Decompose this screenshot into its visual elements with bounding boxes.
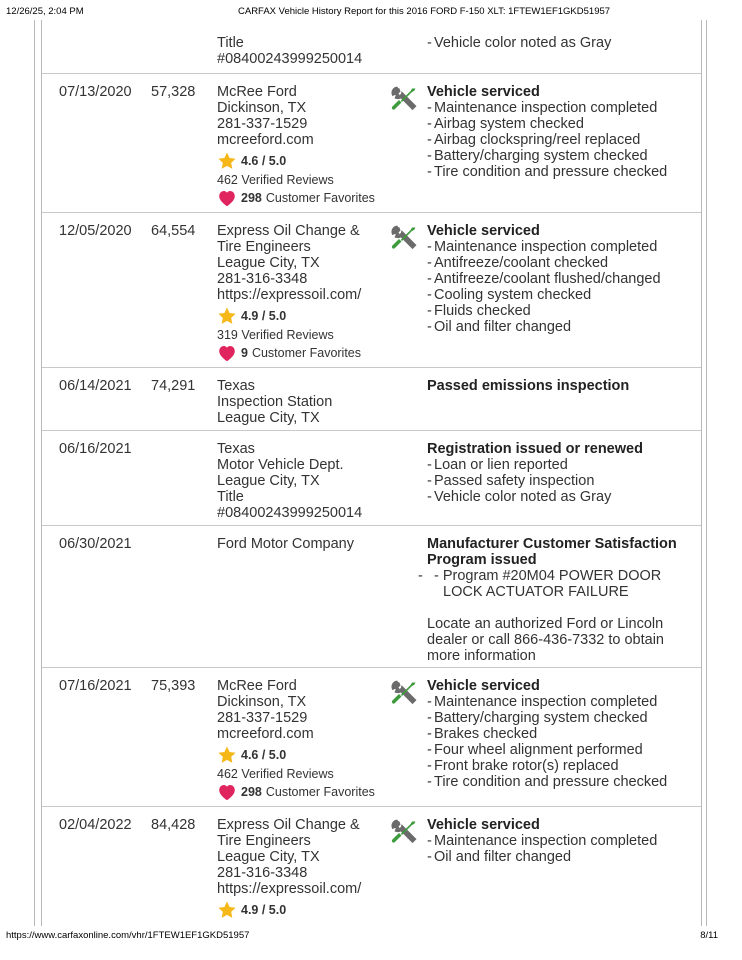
table-row (42, 526, 701, 668)
rating (217, 151, 407, 171)
source-name[interactable]: Express Oil Change & (217, 223, 360, 239)
heart-icon (217, 783, 237, 801)
source-name[interactable]: McRee Ford (217, 678, 297, 694)
heart-icon (217, 344, 237, 362)
source-cell: McRee Ford Dickinson, TX 281-337-1529 mcreeford.com 4.6 / 5.0 462 Verified Reviews 298 Customer Favorites (217, 84, 407, 207)
verified-reviews[interactable]: 319 Verified Reviews (217, 328, 334, 342)
comments-cell: Vehicle serviced - Maintenance inspection completed - Airbag system checked - Airbag clockspring/reel replaced - Battery/charging system checked - Tire condition and pressure checked (427, 84, 695, 180)
print-datetime: 12/26/25, 2:04 PM (6, 6, 84, 17)
outer-rule-right (706, 20, 707, 926)
rating (217, 306, 407, 326)
comments-cell: - Vehicle color noted as Gray (427, 35, 695, 51)
record-date: 02/04/2022 (59, 817, 132, 833)
record-date: 06/16/2021 (59, 441, 132, 457)
heart-icon (217, 189, 237, 207)
comments-cell: Vehicle serviced - Maintenance inspection completed - Battery/charging system checked - Brakes checked - Four wheel alignment performed - Front brake rotor(s) replaced - Tire condition and pressure checked (427, 678, 695, 790)
table-row (42, 431, 701, 526)
service-tools-icon (390, 818, 418, 846)
source-website[interactable]: https://expressoil.com/ (217, 287, 362, 303)
customer-favorites: 298 Customer Favorites (217, 189, 407, 207)
source-cell: Title #08400243999250014 (217, 35, 363, 67)
record-date: 07/13/2020 (59, 84, 132, 100)
table-row (42, 668, 701, 807)
table-row (42, 368, 701, 431)
source-website[interactable]: mcreeford.com (217, 132, 314, 148)
comment-heading: Vehicle serviced (427, 817, 540, 833)
rating (217, 900, 407, 920)
comment-heading: Vehicle serviced (427, 84, 540, 100)
record-odometer: 64,554 (151, 223, 196, 239)
record-date: 12/05/2020 (59, 223, 132, 239)
rating-value: 4.9 / 5.0 (241, 903, 287, 917)
outer-rule-left (34, 20, 35, 926)
comments-cell: Registration issued or renewed - Loan or lien reported - Passed safety inspection - Vehicle color noted as Gray (427, 441, 695, 505)
customer-favorites: 9 Customer Favorites (217, 344, 407, 362)
table-row (42, 20, 701, 74)
source-cell: McRee Ford Dickinson, TX 281-337-1529 mcreeford.com 4.6 / 5.0 462 Verified Reviews 298 Customer Favorites (217, 678, 407, 801)
record-odometer: 57,328 (151, 84, 196, 100)
comments-cell: Vehicle serviced - Maintenance inspection completed - Oil and filter changed (427, 817, 695, 865)
star-icon (217, 306, 237, 326)
star-icon (217, 900, 237, 920)
source-website[interactable]: https://expressoil.com/ (217, 881, 362, 897)
record-odometer: 74,291 (151, 378, 196, 394)
source-phone: 281-316-3348 (217, 865, 308, 881)
source-name[interactable]: McRee Ford (217, 84, 297, 100)
source-cell: Texas Inspection Station League City, TX (217, 378, 333, 426)
rating-value: 4.6 / 5.0 (241, 748, 287, 762)
page-number: 8/11 (700, 930, 718, 941)
comment-heading: Registration issued or renewed (427, 441, 643, 457)
rating-value: 4.9 / 5.0 (241, 309, 287, 323)
record-date: 07/16/2021 (59, 678, 132, 694)
source-cell: Ford Motor Company (217, 536, 354, 552)
comment-heading: Vehicle serviced (427, 223, 540, 239)
print-url: https://www.carfaxonline.com/vhr/1FTEW1EF1GKD51957 (6, 930, 250, 941)
record-date: 06/30/2021 (59, 536, 132, 552)
comments-cell (427, 378, 695, 394)
source-phone: 281-337-1529 (217, 710, 308, 726)
record-date: 06/14/2021 (59, 378, 132, 394)
comment-heading: Passed emissions inspection (427, 378, 630, 394)
source-phone: 281-337-1529 (217, 116, 308, 132)
comment-note: Locate an authorized Ford or Lincoln dealer or call 866-436-7332 to obtain more information (427, 616, 664, 664)
history-table (41, 20, 702, 926)
verified-reviews[interactable]: 462 Verified Reviews (217, 767, 334, 781)
star-icon (217, 151, 237, 171)
service-tools-icon (390, 85, 418, 113)
comment-heading: Vehicle serviced (427, 678, 540, 694)
customer-favorites: 298 Customer Favorites (217, 783, 407, 801)
print-title: CARFAX Vehicle History Report for this 2016 FORD F-150 XLT: 1FTEW1EF1GKD51957 (238, 6, 611, 17)
rating (217, 745, 407, 765)
source-phone: 281-316-3348 (217, 271, 308, 287)
service-tools-icon (390, 679, 418, 707)
verified-reviews[interactable]: 462 Verified Reviews (217, 173, 334, 187)
comments-cell: Vehicle serviced - Maintenance inspection completed - Antifreeze/coolant checked - Antifreeze/coolant flushed/changed - Cooling system checked - Fluids checked - Oil and filter changed (427, 223, 695, 335)
source-name[interactable]: Express Oil Change & (217, 817, 360, 833)
source-cell: Express Oil Change & Tire Engineers League City, TX 281-316-3348 https://expressoil.com/ 4.9 / 5.0 319 Verified Reviews 9 Customer Favorites (217, 223, 407, 362)
source-website[interactable]: mcreeford.com (217, 726, 314, 742)
record-odometer: 84,428 (151, 817, 196, 833)
rating-value: 4.6 / 5.0 (241, 154, 287, 168)
star-icon (217, 745, 237, 765)
source-cell: Texas Motor Vehicle Dept. League City, TX Title #08400243999250014 (217, 441, 363, 521)
comments-cell: Manufacturer Customer Satisfaction Program issued - - Program #20M04 POWER DOOR LOCK ACTUATOR FAILURE Locate an authorized Ford or Lincoln dealer or call 866-436-7332 to obtain more information (427, 536, 695, 664)
source-cell: Express Oil Change & Tire Engineers League City, TX 281-316-3348 https://expressoil.com/ 4.9 / 5.0 (217, 817, 407, 920)
table-row (42, 807, 701, 925)
print-header (0, 0, 742, 20)
table-row (42, 74, 701, 213)
comment-heading: Manufacturer Customer Satisfaction Program issued (427, 536, 677, 568)
table-row (42, 213, 701, 368)
record-odometer: 75,393 (151, 678, 196, 694)
service-tools-icon (390, 224, 418, 252)
